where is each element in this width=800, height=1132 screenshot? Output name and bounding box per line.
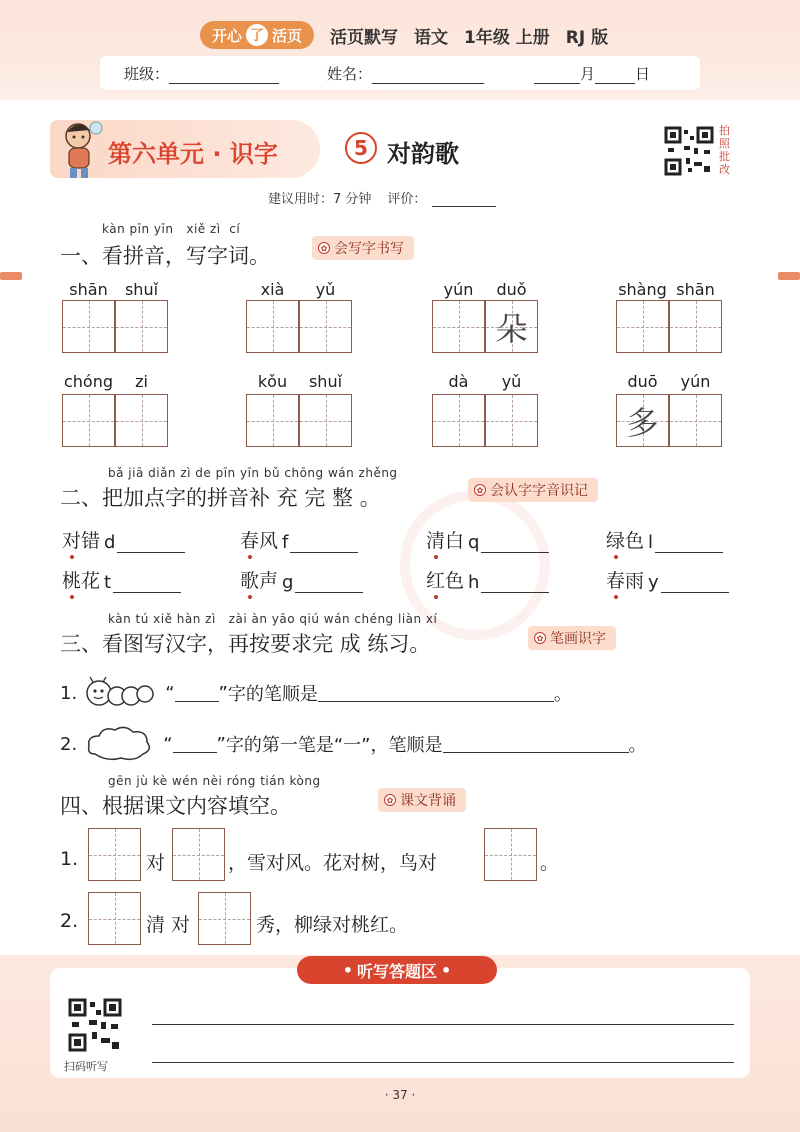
dotted-character: 清 — [426, 526, 445, 553]
section4-q1-box-1[interactable] — [88, 828, 141, 881]
smile-icon: 了 — [246, 24, 268, 46]
student-mascot-icon — [56, 118, 106, 180]
section3-title: 三、看图写汉字，再按要求完 成 练习。 — [60, 632, 431, 656]
tag-dot-icon: ✿ — [384, 794, 396, 806]
section3-question-2: 2. “ ” 字的第一笔是“ 一 ”，笔顺是 。 — [60, 724, 647, 764]
dictation-qr-label: 扫码听写 — [64, 1060, 108, 1073]
writing-box[interactable] — [616, 300, 669, 353]
day-label: 日 — [635, 64, 651, 83]
section4-q2-number: 2. — [60, 910, 79, 932]
answer-blank[interactable] — [117, 535, 185, 553]
pinyin-label: shān — [676, 280, 715, 299]
writing-box[interactable] — [669, 394, 722, 447]
pinyin-label: shuǐ — [124, 280, 159, 299]
pinyin-fill-item — [240, 526, 358, 553]
answer-blank[interactable] — [481, 575, 549, 593]
q2-number: 2. — [60, 733, 78, 755]
pinyin-label: chóng — [63, 372, 114, 391]
section4-q2-box-1[interactable] — [88, 892, 141, 945]
dictation-line-2[interactable] — [152, 1062, 734, 1063]
example-character: 朵 — [495, 309, 528, 348]
example-character — [433, 395, 484, 446]
grade: 1年级 上册 — [464, 27, 550, 48]
example-character — [433, 301, 484, 352]
writing-box[interactable] — [62, 300, 115, 353]
word-rest: 白 — [445, 530, 465, 552]
q1-number: 1. — [60, 682, 78, 704]
example-character — [670, 395, 721, 446]
side-tab-left — [0, 272, 22, 280]
dotted-character: 红 — [426, 566, 445, 593]
section4-q1-box-3[interactable] — [484, 828, 537, 881]
pinyin-fill-item — [426, 526, 549, 553]
pinyin-label: yún — [680, 372, 711, 391]
section1-title: 一、看拼音，写字词。 — [60, 244, 270, 268]
lesson-number: 5 — [345, 132, 377, 164]
word-rest: 雨 — [625, 570, 645, 592]
answer-blank[interactable] — [655, 535, 723, 553]
cloud-icon — [85, 724, 153, 764]
example-character — [300, 301, 351, 352]
subject: 语文 — [414, 27, 449, 48]
example-character — [63, 301, 114, 352]
answer-blank[interactable] — [481, 535, 549, 553]
example-character — [116, 395, 167, 446]
section1-pinyin: kàn pīn yīn xiě zì cí — [102, 222, 241, 236]
dictation-title: • 听写答题区 • — [297, 956, 497, 984]
example-character — [116, 301, 167, 352]
section4-tag: ✿ 课文背诵 — [378, 788, 466, 812]
qr-code-icon[interactable] — [664, 126, 714, 176]
tag-dot-icon: ✿ — [318, 242, 330, 254]
pinyin-label: kǒu — [257, 372, 288, 391]
day-field[interactable] — [595, 68, 635, 84]
pinyin-label: zi — [135, 372, 148, 391]
example-character — [486, 395, 537, 446]
dotted-character: 桃 — [62, 566, 81, 593]
evaluation-field[interactable] — [432, 191, 496, 207]
class-field[interactable] — [169, 68, 279, 84]
example-character — [670, 301, 721, 352]
dictation-line-1[interactable] — [152, 1024, 734, 1025]
section3-pinyin: kàn tú xiě hàn zì zài àn yāo qiú wán chéng liàn xí — [108, 612, 438, 626]
dotted-character: 春 — [606, 566, 625, 593]
suggest-time: 建议用时：7 分钟 评价： — [268, 188, 496, 207]
section4-q2-text-b: 秀，柳绿对桃红。 — [256, 914, 409, 936]
pinyin-fill-item — [606, 526, 723, 553]
writing-box[interactable] — [432, 300, 485, 353]
writing-box[interactable] — [246, 394, 299, 447]
answer-blank[interactable] — [661, 575, 729, 593]
initial-letter: q — [468, 532, 480, 553]
example-character — [300, 395, 351, 446]
dictation-qr-icon[interactable] — [68, 998, 122, 1052]
series-name: 活页默写 — [330, 27, 399, 48]
word-rest: 色 — [445, 570, 465, 592]
month-field[interactable] — [534, 68, 580, 84]
section4-title: 四、根据课文内容填空。 — [60, 794, 291, 818]
pinyin-fill-item — [606, 566, 729, 593]
q2-char-blank[interactable] — [173, 735, 217, 753]
section2-tag: ✿ 会认字字音识记 — [468, 478, 598, 502]
writing-box[interactable] — [299, 300, 352, 353]
answer-blank[interactable] — [113, 575, 181, 593]
initial-letter: h — [468, 572, 480, 593]
class-label: 班级： — [124, 64, 170, 83]
pinyin-label: xià — [260, 280, 285, 299]
initial-letter: y — [648, 572, 659, 593]
section4-q1-box-2[interactable] — [172, 828, 225, 881]
writing-box[interactable] — [432, 394, 485, 447]
section4-q1-number: 1. — [60, 848, 79, 870]
word-rest: 错 — [81, 530, 101, 552]
pinyin-label: yǔ — [315, 280, 336, 299]
word-rest: 色 — [625, 530, 645, 552]
section4-q2-box-2[interactable] — [198, 892, 251, 945]
writing-box[interactable] — [669, 300, 722, 353]
pinyin-label: shān — [69, 280, 108, 299]
pinyin-fill-item — [62, 566, 181, 593]
initial-letter: l — [648, 532, 654, 553]
qr-top-label: 拍照批改 — [719, 124, 730, 176]
pinyin-label: duō — [627, 372, 658, 391]
answer-blank[interactable] — [290, 535, 358, 553]
initial-letter: f — [282, 532, 289, 553]
pinyin-fill-item — [240, 566, 363, 593]
pinyin-fill-item — [62, 526, 185, 553]
writing-box[interactable] — [246, 300, 299, 353]
dot-icon: • — [342, 960, 353, 980]
section2-title: 二、把加点字的拼音补 充 完 整 。 — [60, 486, 381, 510]
section3-tag: ✿ 笔画识字 — [528, 626, 616, 650]
pinyin-label: yǔ — [501, 372, 522, 391]
section4-q2-text-a: 清 对 — [146, 914, 191, 936]
unit-title: 第六单元 · 识字 — [108, 140, 278, 168]
example-character — [617, 301, 668, 352]
word-rest: 风 — [259, 530, 279, 552]
brand-logo: 开心 了 活页 — [200, 21, 314, 49]
example-character — [247, 395, 298, 446]
example-character — [247, 301, 298, 352]
writing-box[interactable] — [62, 394, 115, 447]
writing-box[interactable] — [616, 394, 669, 447]
dotted-character: 春 — [240, 526, 259, 553]
page-number: · 37 · — [384, 1088, 416, 1102]
book-header — [200, 18, 608, 52]
section2-pinyin: bǎ jiā diǎn zì de pīn yīn bǔ chōng wán zhěng — [108, 466, 398, 480]
name-label: 姓名： — [327, 64, 373, 83]
initial-letter: d — [104, 532, 116, 553]
pinyin-label: shuǐ — [308, 372, 343, 391]
word-rest: 花 — [81, 570, 101, 592]
dotted-character: 对 — [62, 526, 81, 553]
q1-char-blank[interactable] — [175, 684, 219, 702]
side-tab-right — [778, 272, 800, 280]
tag-dot-icon: ✿ — [534, 632, 546, 644]
writing-box[interactable] — [485, 394, 538, 447]
pinyin-fill-item — [426, 566, 549, 593]
edition: RJ 版 — [565, 27, 609, 48]
q1-stroke-blank[interactable] — [318, 684, 554, 702]
initial-letter: g — [282, 572, 294, 593]
section4-q1-text-b: ，雪对风。花对树，鸟对 — [228, 852, 438, 874]
section1-tag: ✿ 会写字书写 — [312, 236, 414, 260]
student-info-bar — [100, 56, 700, 90]
writing-box[interactable] — [485, 300, 538, 353]
name-field[interactable] — [372, 68, 484, 84]
section4-pinyin: gēn jù kè wén nèi róng tián kòng — [108, 774, 321, 788]
month-label: 月 — [580, 64, 596, 83]
section4-q1-end: 。 — [540, 852, 560, 874]
pinyin-label: duǒ — [496, 280, 527, 299]
tag-dot-icon: ✿ — [474, 484, 486, 496]
caterpillar-icon — [85, 676, 157, 710]
initial-letter: t — [104, 572, 112, 593]
dotted-character: 歌 — [240, 566, 259, 593]
section4-q1-text-a: 对 — [146, 852, 166, 874]
pinyin-label: yún — [443, 280, 474, 299]
dotted-character: 绿 — [606, 526, 625, 553]
writing-box[interactable] — [115, 394, 168, 447]
pinyin-label: shàng — [618, 280, 667, 299]
writing-box[interactable] — [115, 300, 168, 353]
q2-stroke-blank[interactable] — [443, 735, 629, 753]
word-rest: 声 — [259, 570, 279, 592]
example-character — [63, 395, 114, 446]
section3-question-1: 1. “ ” 字的笔顺是 。 — [60, 676, 572, 710]
example-character: 多 — [626, 403, 659, 442]
answer-blank[interactable] — [295, 575, 363, 593]
pinyin-label: dà — [448, 372, 469, 391]
dot-icon: • — [441, 960, 452, 980]
lesson-title: 对韵歌 — [387, 140, 459, 168]
writing-box[interactable] — [299, 394, 352, 447]
